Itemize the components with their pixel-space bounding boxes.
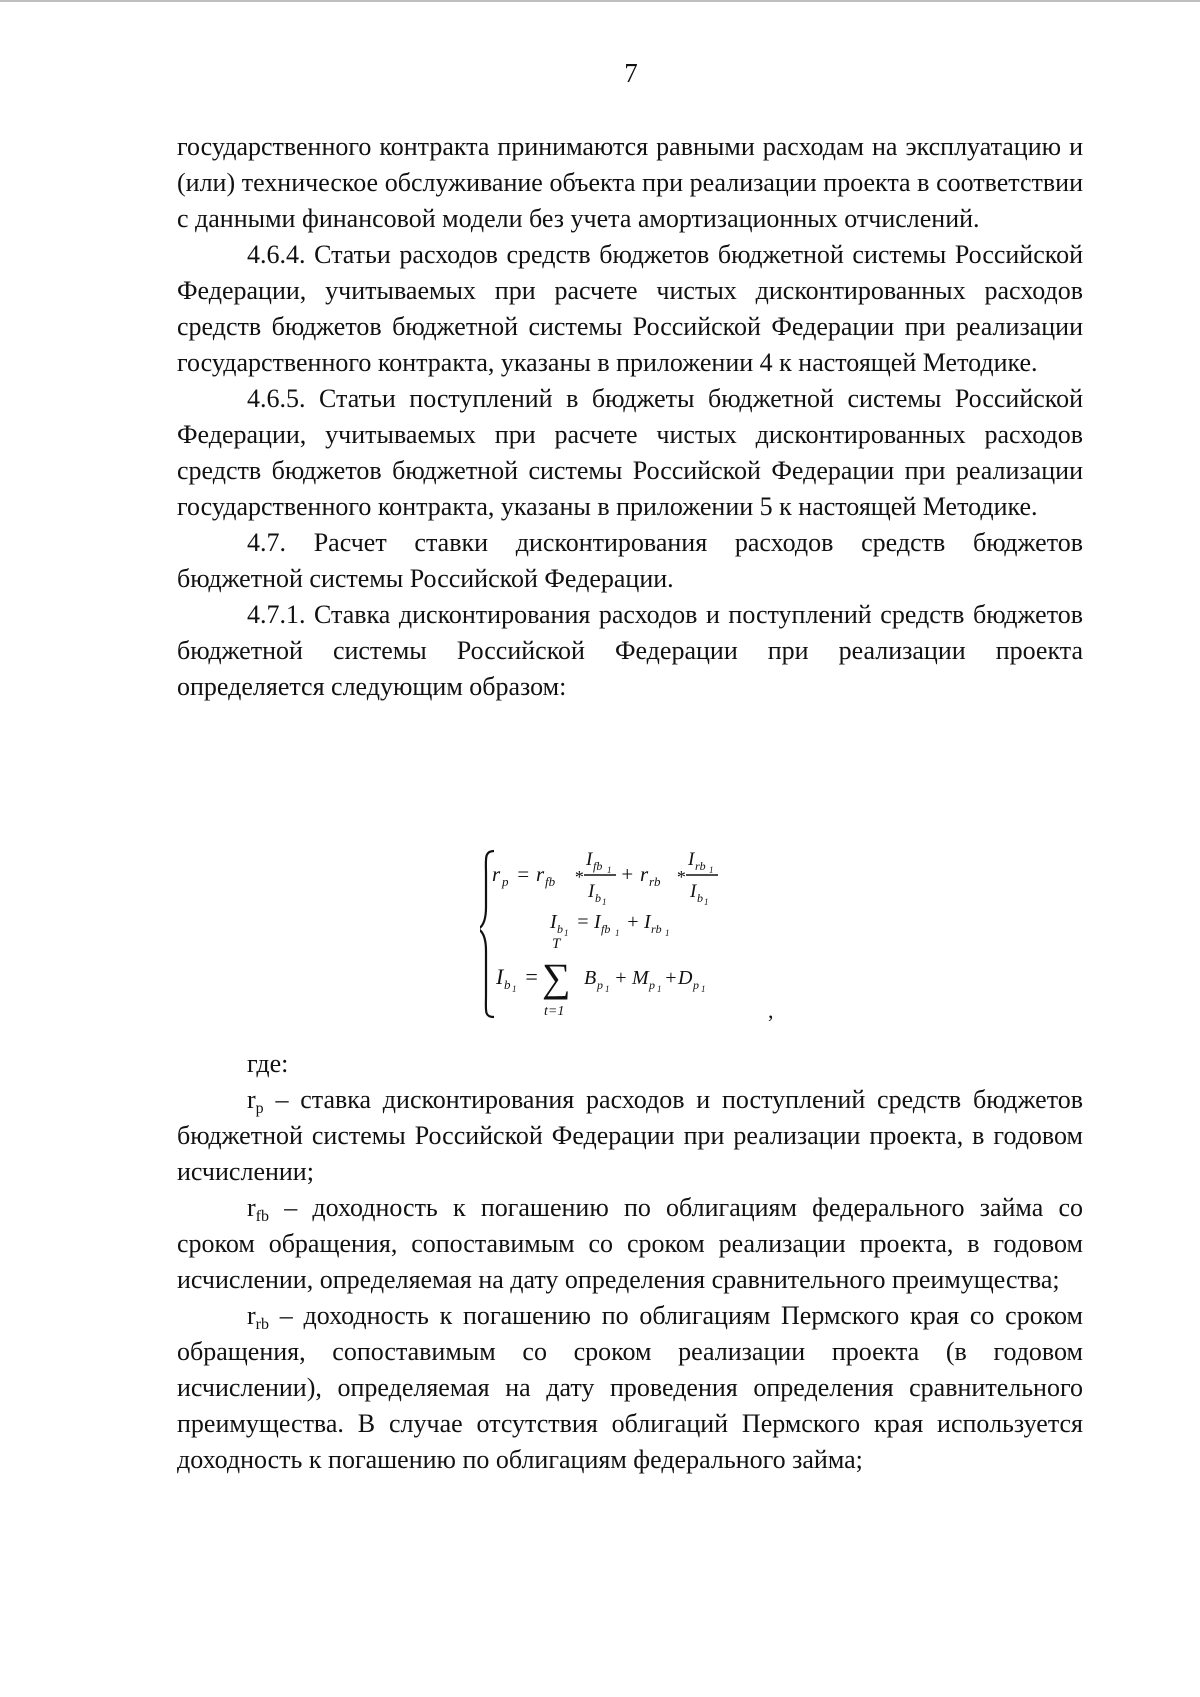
formula-sum-sign: ∑	[542, 955, 571, 1000]
formula-l3-I: I	[496, 964, 504, 989]
formula-l2-I1-subsub: 1	[564, 928, 569, 938]
formula-num2-I: I	[688, 849, 695, 870]
formula-l2-I3-sub: rb	[651, 922, 662, 936]
formula-M-subsub: 1	[657, 984, 662, 994]
formula-sum-lower: t=1	[544, 1004, 565, 1019]
formula-den1-sub: b	[595, 891, 601, 905]
formula-D-sub: p	[693, 978, 699, 992]
where-label: где:	[247, 1049, 289, 1078]
formula-num1-subsub: 1	[607, 865, 612, 875]
scan-top-edge	[0, 0, 1200, 2]
formula-plus-3: +	[614, 967, 628, 989]
formula-M: M	[632, 967, 649, 989]
formula-B: B	[584, 967, 597, 989]
formula-M-sub: p	[649, 978, 655, 992]
definition-rp-subscript: p	[255, 1100, 264, 1117]
body-text-upper	[177, 129, 1083, 705]
definition-rrb	[177, 1298, 1083, 1478]
paragraph-4-6-5: 4.6.5. Статьи поступлений в бюджеты бюджетной системы Российской Федерации, учитываемых при расчете чистых дисконтированных расходов средств бюджетов бюджетной системы Российской Федерации при реализации государственного контракта, указаны в приложении 5 к настоящей Методике.	[177, 384, 1083, 521]
formula-l2-I3-subsub: 1	[665, 928, 670, 938]
formula-num2-subsub: 1	[709, 865, 714, 875]
formula-trailing-comma: ,	[768, 998, 774, 1023]
definition-rrb-symbol: r	[247, 1301, 256, 1330]
formula-rfb-sub: fb	[545, 874, 556, 889]
formula-num1-sub: fb	[593, 859, 603, 873]
paragraph-4-6-4: 4.6.4. Статьи расходов средств бюджетов бюджетной системы Российской Федерации, учитываемых при расчете чистых дисконтированных расходов средств бюджетов бюджетной системы Российской Федерации при реализации государственного контракта, указаны в приложении 4 к настоящей Методике.	[177, 240, 1083, 377]
paragraph-4-7: 4.7. Расчет ставки дисконтирования расходов средств бюджетов бюджетной системы Российской Федерации.	[177, 528, 1083, 593]
formula-l2-I1-sub: b	[557, 922, 563, 936]
definition-rp-text: – ставка дисконтирования расходов и поступлений средств бюджетов бюджетной системы Российской Федерации при реализации проекта, в годовом исчислении;	[177, 1085, 1083, 1186]
discount-rate-formula	[480, 845, 800, 1020]
formula-l2-I3: I	[644, 911, 651, 933]
formula-den2-subsub: 1	[704, 897, 709, 907]
formula-l2-I2-sub: fb	[601, 922, 611, 936]
formula-rp-sub: p	[502, 874, 509, 889]
formula-den1-subsub: 1	[602, 897, 607, 907]
formula-B-sub: p	[597, 978, 603, 992]
formula-rrb: r	[640, 862, 649, 886]
formula-rp: r	[492, 862, 501, 886]
definition-rfb-subscript: fb	[255, 1208, 269, 1225]
formula-plus-4: +	[664, 967, 678, 989]
formula-l3-I-sub: b	[504, 977, 511, 992]
definition-rfb	[177, 1190, 1083, 1298]
body-text-lower	[177, 1046, 1083, 1478]
formula-l2-I2-subsub: 1	[615, 928, 620, 938]
formula-eq-2: =	[576, 911, 590, 933]
page-number: 7	[624, 58, 638, 88]
paragraph-4-7-1: 4.7.1. Ставка дисконтирования расходов и поступлений средств бюджетов бюджетной системы Российской Федерации при реализации проекта определяется следующим образом:	[177, 600, 1083, 701]
paragraph-continuation: государственного контракта принимаются равными расходам на эксплуатацию и (или) техническое обслуживание объекта при реализации проекта в соответствии с данными финансовой модели без учета амортизационных отчислений.	[177, 132, 1083, 233]
definition-rrb-text: – доходность к погашению по облигациям Пермского края со сроком обращения, сопоставимым со сроком реализации проекта (в годовом исчислении), определяемая на дату проведения определения сравнительного преимущества. В случае отсутствия облигаций Пермского края используется доходность к погашению по облигациям федерального займа;	[177, 1301, 1083, 1474]
formula-D-subsub: 1	[701, 984, 706, 994]
formula-eq-3: =	[524, 964, 539, 989]
formula-l2-I2: I	[594, 911, 601, 933]
formula-svg	[480, 845, 800, 1020]
formula-l2-I1: I	[550, 911, 557, 933]
definition-rp-symbol: r	[247, 1085, 256, 1114]
definition-rfb-symbol: r	[247, 1193, 256, 1222]
formula-D: D	[678, 967, 693, 989]
formula-times-1: *	[574, 867, 583, 887]
definition-rfb-text: – доходность к погашению по облигациям федерального займа со сроком обращения, сопоставимым со сроком реализации проекта, в годовом исчислении, определяемая на дату определения сравнительного преимущества;	[177, 1193, 1083, 1294]
definition-rrb-subscript: rb	[255, 1316, 269, 1333]
formula-den2-sub: b	[697, 891, 703, 905]
formula-B-subsub: 1	[605, 984, 610, 994]
formula-l3-I-subsub: 1	[512, 984, 517, 994]
formula-sum-upper: T	[552, 936, 561, 952]
formula-den2-I: I	[690, 881, 697, 902]
formula-num2-sub: rb	[695, 859, 706, 873]
formula-plus-1: +	[620, 862, 635, 886]
definition-rp	[177, 1082, 1083, 1190]
formula-rrb-sub: rb	[649, 874, 661, 889]
formula-times-2: *	[676, 867, 685, 887]
formula-den1-I: I	[588, 881, 595, 902]
formula-eq-1: =	[516, 862, 531, 886]
formula-plus-2: +	[626, 911, 640, 933]
formula-rfb: r	[536, 862, 545, 886]
formula-num1-I: I	[586, 849, 593, 870]
